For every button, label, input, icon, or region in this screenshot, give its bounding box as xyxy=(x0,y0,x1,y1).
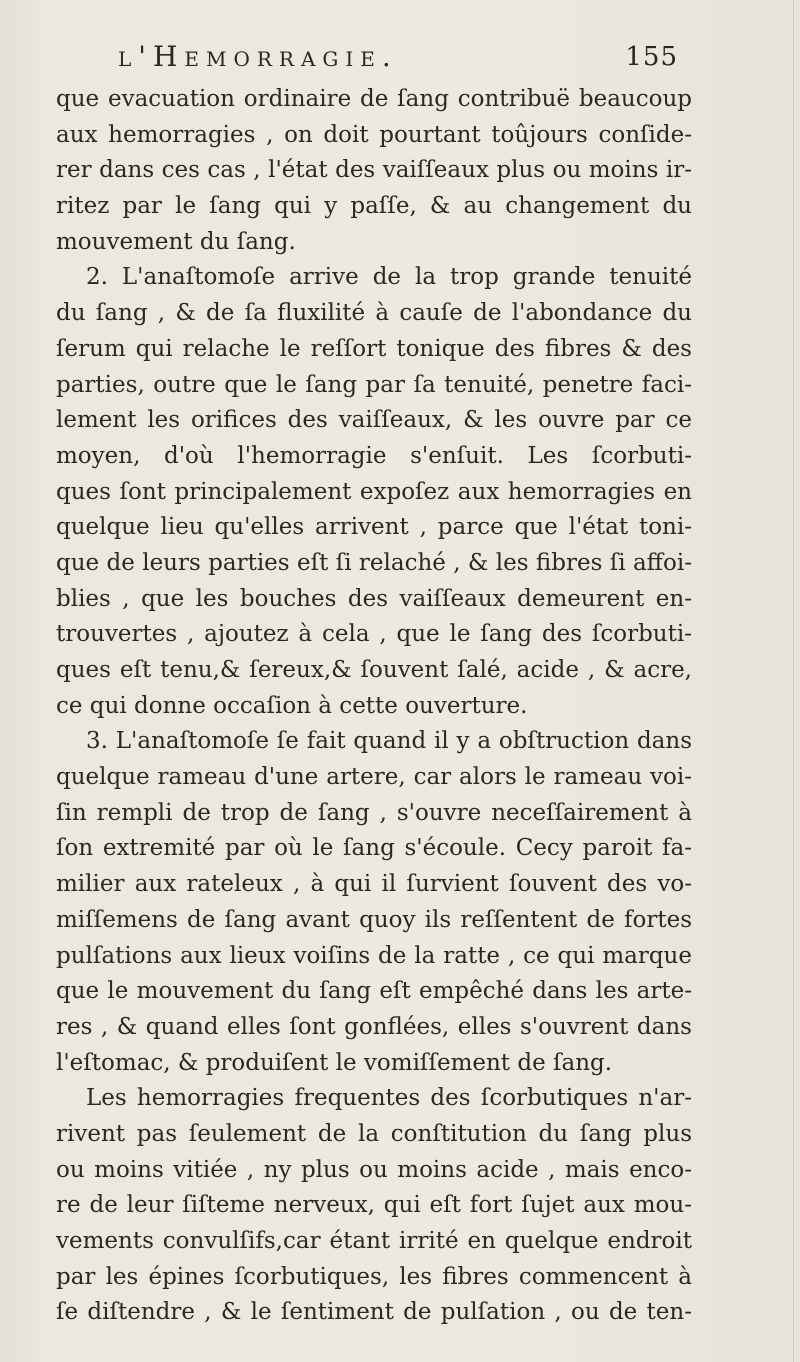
page-header xyxy=(118,40,678,80)
text-line: pulſations aux lieux voiſins de la ratte , ce qui marque xyxy=(56,942,692,969)
text-line: rer dans ces cas , l'état des vaiſſeaux plus ou moins ir- xyxy=(56,157,692,184)
text-line: que evacuation ordinaire de ſang contribuë beaucoup xyxy=(56,86,692,112)
text-line: vements convulſifs,car étant irrité en quelque endroit xyxy=(56,1228,692,1254)
text-line: aux hemorragies , on doit pourtant toûjours conſide- xyxy=(56,121,692,148)
text-line: res , & quand elles ſont gonflées, elles s'ouvrent dans xyxy=(56,1013,692,1040)
text-line: ſin rempli de trop de ſang , s'ouvre neceſſairement à xyxy=(56,799,692,826)
text-line: parties, outre que le ſang par ſa tenuité, penetre faci- xyxy=(56,371,692,398)
text-line: ques ſont principalement expoſez aux hemorragies en xyxy=(56,478,692,505)
text-line: du ſang , & de ſa fluxilité à cauſe de l'abondance du xyxy=(56,300,692,327)
text-line: que de leurs parties eſt ſi relaché , & les fibres ſi affoi- xyxy=(56,549,692,576)
text-line: miſſemens de ſang avant quoy ils reſſentent de fortes xyxy=(56,906,692,933)
text-line: quelque rameau d'une artere, car alors le rameau voi- xyxy=(56,764,692,791)
text-line: 2. L'anaſtomoſe arrive de la trop grande tenuité xyxy=(86,264,692,291)
text-line: ſon extremité par où le ſang s'écoule. Cecy paroit fa- xyxy=(56,835,692,862)
text-line: rivent pas ſeulement de la conſtitution du ſang plus xyxy=(56,1120,692,1147)
text-line: 3. L'anaſtomoſe ſe fait quand il y a obſtruction dans xyxy=(86,728,692,755)
page-number: 155 xyxy=(625,42,678,72)
text-line: milier aux rateleux , à qui il ſurvient ſouvent des vo- xyxy=(56,871,692,898)
text-line: ou moins vitiée , ny plus ou moins acide , mais enco- xyxy=(56,1156,692,1183)
text-line: trouvertes , ajoutez à cela , que le ſang des ſcorbuti- xyxy=(56,621,692,648)
text-line: Les hemorragies frequentes des ſcorbutiques n'ar- xyxy=(86,1085,692,1112)
text-line: que le mouvement du ſang eſt empêché dans les arte- xyxy=(56,978,692,1005)
text-line: quelque lieu qu'elles arrivent , parce que l'état toni- xyxy=(56,514,692,541)
body-text xyxy=(56,82,692,1331)
text-line: l'eſtomac, & produiſent le vomiſſement de ſang. xyxy=(56,1049,613,1076)
text-line: mouvement du ſang. xyxy=(56,228,296,255)
text-line: lement les orifices des vaiſſeaux, & les ouvre par ce xyxy=(56,407,692,434)
running-title: l'Hemorragie. xyxy=(118,40,398,73)
text-line: par les épines ſcorbutiques, les fibres commencent à xyxy=(56,1263,692,1290)
text-line: re de leur ſiſteme nerveux, qui eſt fort ſujet aux mou- xyxy=(56,1192,692,1219)
text-line: ques eſt tenu,& ſereux,& ſouvent ſalé, acide , & acre, xyxy=(56,657,692,683)
text-line: ſerum qui relache le reſſort tonique des fibres & des xyxy=(56,335,692,362)
text-line: ritez par le ſang qui y paſſe, & au changement du xyxy=(56,193,692,220)
text-line: blies , que les bouches des vaiſſeaux demeurent en- xyxy=(56,585,692,612)
text-line: moyen, d'où l'hemorragie s'enſuit. Les ſcorbuti- xyxy=(56,442,692,469)
text-line: ce qui donne occaſion à cette ouverture. xyxy=(56,692,528,719)
text-line: ſe diſtendre , & le ſentiment de pulſation , ou de ten- xyxy=(56,1299,692,1326)
